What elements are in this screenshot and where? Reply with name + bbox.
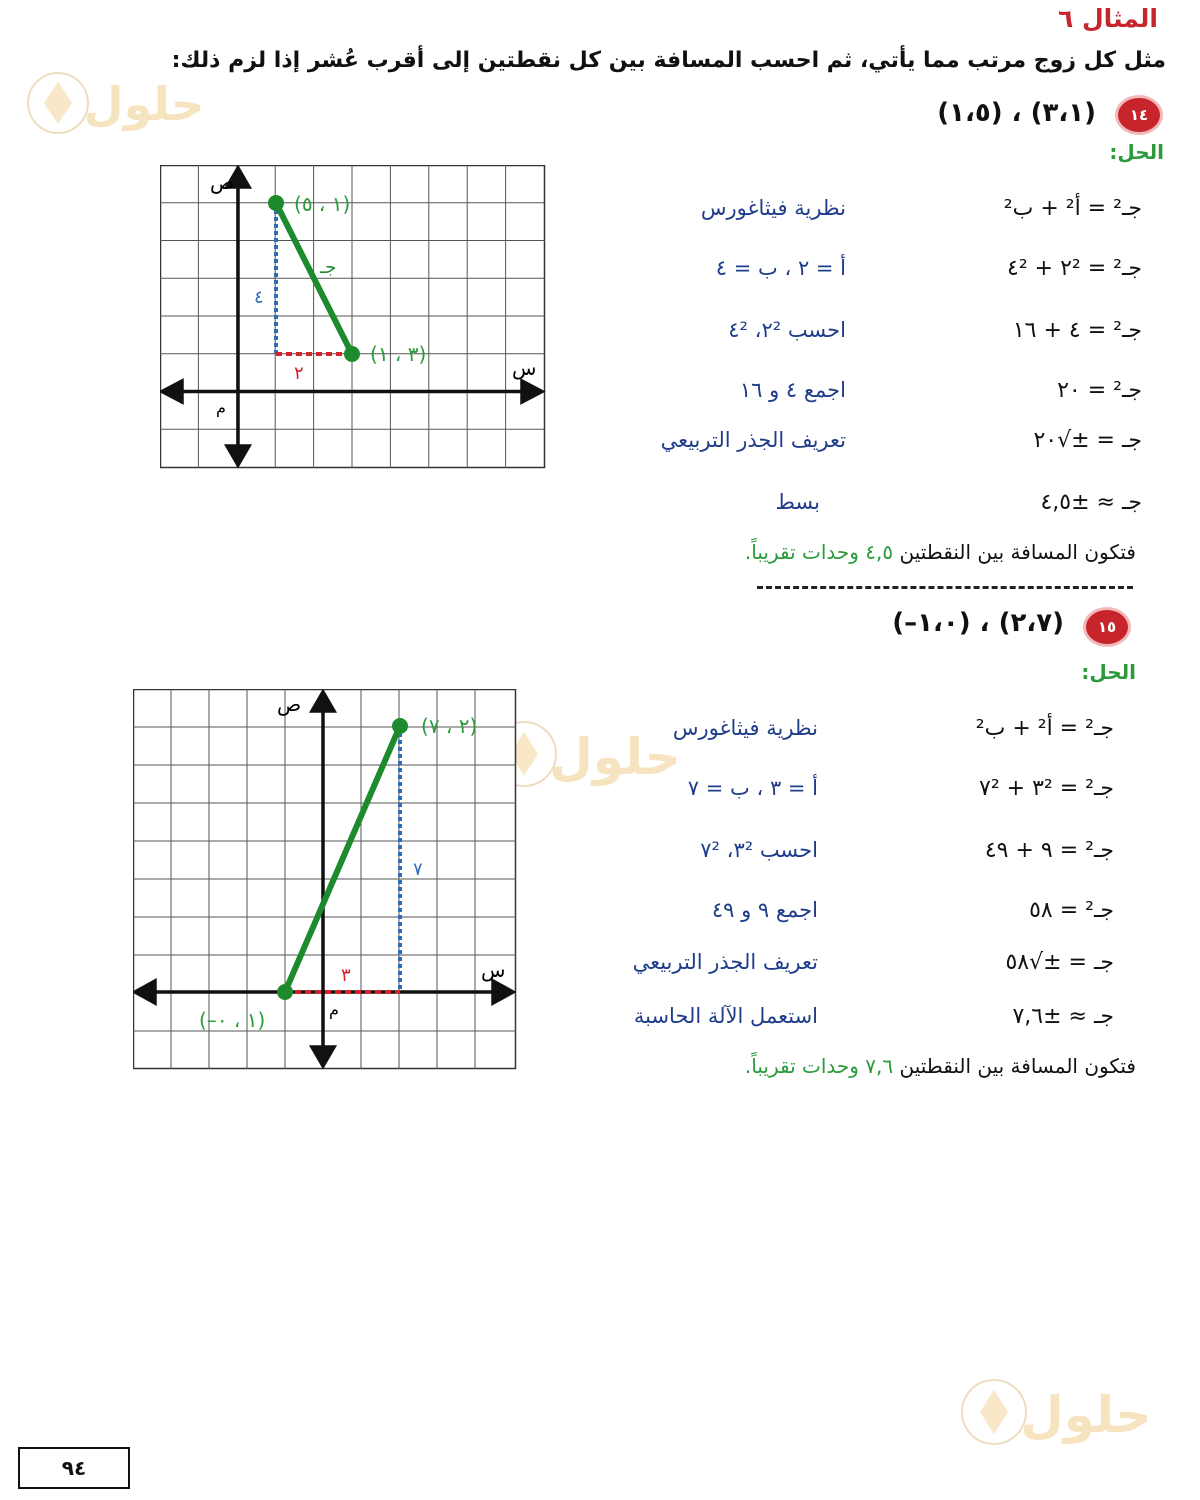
watermark-text: حلول: [549, 728, 681, 786]
watermark-logo: [24, 68, 234, 138]
step-equation: جـ ≈ ±٧,٦: [1012, 1004, 1114, 1029]
instruction-text: مثل كل زوج مرتب مما يأتي، ثم احسب المسافة بين كل نقطتين إلى أقرب عُشر إذا لزم ذلك:: [171, 48, 1166, 73]
step-equation: جـ² = ٩ + ٤٩: [984, 838, 1114, 863]
point-a: [392, 718, 408, 734]
watermark-text: حلول: [83, 77, 205, 131]
watermark-logo-middle: [490, 714, 700, 794]
x-axis-label: س: [512, 356, 537, 380]
origin-label: م: [329, 1000, 339, 1019]
step-equation: جـ² = ٣² + ٧²: [979, 776, 1114, 801]
conclusion-value: ٧,٦ وحدات تقريباً.: [744, 1054, 894, 1078]
coordinate-graph: [133, 689, 517, 1070]
step-equation: جـ² = ٥٨: [1029, 898, 1114, 923]
conclusion: [745, 540, 1136, 564]
vertical-leg-label: ٤: [254, 287, 264, 308]
point-b: [344, 346, 360, 362]
origin-label: م: [216, 398, 226, 417]
x-axis-label: س: [481, 958, 506, 982]
step-equation: جـ² = أ² + ب²: [975, 716, 1114, 741]
watermark-logo-bottom: [958, 1372, 1168, 1452]
step-note: تعريف الجذر التربيعي: [660, 428, 846, 452]
step-note: نظرية فيثاغورس: [700, 196, 846, 220]
horizontal-leg-label: ٣: [341, 965, 351, 986]
step-note: اجمع ٩ و ٤٩: [711, 898, 818, 922]
step-note: بسط: [775, 490, 820, 514]
step-note: أ = ٢ ، ب = ٤: [715, 256, 846, 280]
point-a: [268, 195, 284, 211]
step-note: استعمل الآلة الحاسبة: [633, 1004, 818, 1028]
watermark-icon: [958, 1372, 1168, 1452]
point-a-label: (١ ، ٥): [294, 192, 351, 216]
page-number: ٩٤: [18, 1447, 130, 1489]
problem-points: (١،٥) ، (٣،١): [937, 98, 1096, 128]
step-equation: جـ² = ٢٠: [1057, 378, 1142, 403]
coordinate-graph: [160, 165, 546, 469]
step-note: احسب ٣²، ٧²: [700, 838, 818, 862]
conclusion-prefix: فتكون المسافة بين النقطتين: [899, 540, 1136, 564]
step-note: أ = ٣ ، ب = ٧: [687, 776, 818, 800]
step-equation: جـ ≈ ±٤,٥: [1040, 490, 1142, 515]
problem-number-badge: ١٤: [1118, 98, 1160, 132]
step-equation: جـ = ±√٥٨: [1005, 950, 1114, 975]
step-note: احسب ٢²، ٤²: [728, 318, 846, 342]
step-equation: جـ = ±√٢٠: [1033, 428, 1142, 453]
watermark-text: حلول: [1020, 1386, 1152, 1444]
y-axis-label: ص: [277, 692, 302, 716]
conclusion: [745, 1054, 1136, 1078]
solution-label: الحل:: [1109, 140, 1164, 164]
point-b-label: (٣ ، ١): [370, 342, 427, 366]
step-equation: جـ² = ٢² + ٤²: [1007, 256, 1142, 281]
vertical-leg-label: ٧: [413, 859, 423, 880]
conclusion-prefix: فتكون المسافة بين النقطتين: [899, 1054, 1136, 1078]
point-b-label: (–١ ، ٠): [199, 1008, 266, 1032]
problem-number-badge: ١٥: [1086, 610, 1128, 644]
conclusion-value: ٤,٥ وحدات تقريباً.: [744, 540, 894, 564]
watermark-icon: [490, 714, 700, 794]
step-equation: جـ² = أ² + ب²: [1003, 196, 1142, 221]
section-divider: [757, 586, 1133, 589]
step-note: اجمع ٤ و ١٦: [739, 378, 846, 402]
example-title: المثال ٦: [1058, 4, 1158, 33]
watermark-icon: [24, 68, 234, 138]
horizontal-leg-label: ٢: [294, 363, 304, 384]
point-b: [277, 984, 293, 1000]
y-axis-label: ص: [210, 170, 235, 194]
problem-points: (–١،٠) ، (٢،٧): [892, 608, 1064, 638]
step-equation: جـ² = ٤ + ١٦: [1012, 318, 1142, 343]
solution-label: الحل:: [1081, 660, 1136, 684]
step-note: تعريف الجذر التربيعي: [632, 950, 818, 974]
segment-label: جـ: [320, 257, 337, 278]
step-note: نظرية فيثاغورس: [672, 716, 818, 740]
point-a-label: (٢ ، ٧): [421, 714, 478, 738]
